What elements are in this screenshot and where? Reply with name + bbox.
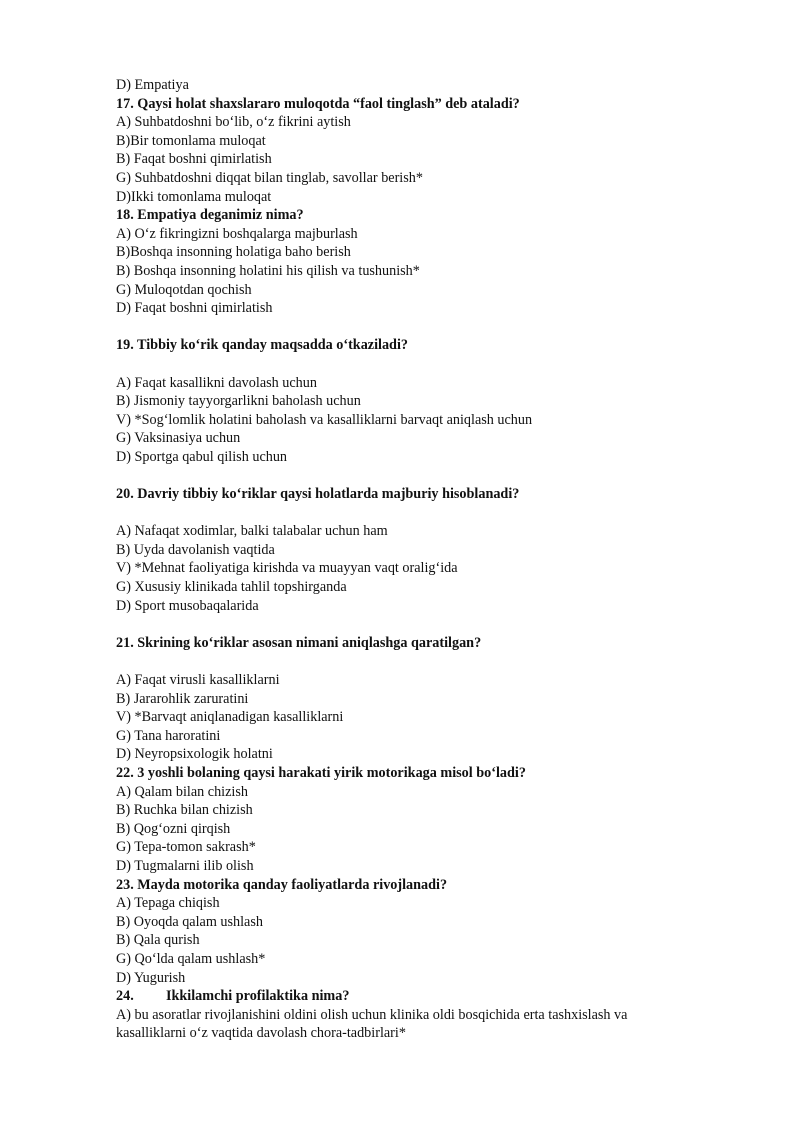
answer-option: A) O‘z fikringizni boshqalarga majburlash [116,225,358,242]
spacer [116,466,716,485]
answer-option: D) Tugmalarni ilib olish [116,857,254,874]
question-19-title: 19. Tibbiy ko‘rik qanday maqsadda o‘tkaziladi? [116,337,408,354]
spacer [116,615,716,634]
answer-option: G) Tepa-tomon sakrash* [116,839,256,856]
answer-option: G) Qo‘lda qalam ushlash* [116,950,266,967]
answer-option: B) Qog‘ozni qirqish [116,820,231,837]
question-18-title: 18. Empatiya deganimiz nima? [116,207,304,224]
answer-option: D) Sportga qabul qilish uchun [116,448,288,465]
answer-option: G) Muloqotdan qochish [116,281,252,298]
answer-option: kasalliklarni o‘z vaqtida davolash chora-tadbirlari* [116,1025,406,1042]
question-24-number: 24. [116,988,134,1005]
document-page [116,76,716,1043]
answer-option: B)Bir tomonlama muloqat [116,132,266,149]
answer-option: D) Neyropsixologik holatni [116,746,273,763]
answer-option: B) Jismoniy tayyorgarlikni baholash uchun [116,393,361,410]
answer-option: A) Faqat virusli kasalliklarni [116,672,280,688]
answer-option: A) Nafaqat xodimlar, balki talabalar uchun ham [116,523,388,540]
answer-option: A) Tepaga chiqish [116,895,220,912]
question-24-text: Ikkilamchi profilaktika nima? [166,988,350,1005]
spacer [116,504,716,523]
answer-option: B) Jararohlik zaruratini [116,690,249,707]
answer-option: A) Faqat kasallikni davolash uchun [116,374,317,391]
answer-option: D) Yugurish [116,969,186,986]
answer-option: D) Empatiya [116,77,189,93]
answer-option: B) Faqat boshni qimirlatish [116,151,272,168]
answer-option: G) Tana haroratini [116,727,221,744]
answer-option: D) Faqat boshni qimirlatish [116,300,273,317]
answer-option: B) Boshqa insonning holatini his qilish va tushunish* [116,262,420,279]
question-21-title: 21. Skrining ko‘riklar asosan nimani aniqlashga qaratilgan? [116,634,482,651]
answer-option: B) Ruchka bilan chizish [116,802,253,819]
answer-option: A) Suhbatdoshni bo‘lib, o‘z fikrini aytish [116,114,351,131]
spacer [116,652,716,671]
answer-option: B) Oyoqda qalam ushlash [116,913,263,930]
answer-option: D) Sport musobaqalarida [116,597,259,614]
answer-option: V) *Sog‘lomlik holatini baholash va kasalliklarni barvaqt aniqlash uchun [116,411,533,428]
answer-option: V) *Barvaqt aniqlanadigan kasalliklarni [116,709,344,726]
answer-option: G) Suhbatdoshni diqqat bilan tinglab, savollar berish* [116,169,423,186]
answer-option: B) Qala qurish [116,932,200,949]
answer-option: A) bu asoratlar rivojlanishini oldini olish uchun klinika oldi bosqichida erta tashxislash va [116,1006,628,1023]
spacer [116,355,716,374]
question-22-title: 22. 3 yoshli bolaning qaysi harakati yirik motorikaga misol bo‘ladi? [116,764,526,781]
answer-option: G) Vaksinasiya uchun [116,430,241,447]
question-23-title: 23. Mayda motorika qanday faoliyatlarda rivojlanadi? [116,876,448,893]
question-17-title: 17. Qaysi holat shaxslararo muloqotda “faol tinglash” deb ataladi? [116,95,520,112]
answer-option: V) *Mehnat faoliyatiga kirishda va muayyan vaqt oralig‘ida [116,560,458,577]
question-24-title [116,987,716,1006]
answer-option: B) Uyda davolanish vaqtida [116,541,275,558]
answer-option: B)Boshqa insonning holatiga baho berish [116,244,351,261]
answer-option: A) Qalam bilan chizish [116,783,248,800]
answer-option: D)Ikki tomonlama muloqat [116,188,272,205]
question-20-title: 20. Davriy tibbiy ko‘riklar qaysi holatlarda majburiy hisoblanadi? [116,486,520,503]
answer-option: G) Xususiy klinikada tahlil topshirganda [116,579,347,596]
spacer [116,318,716,337]
